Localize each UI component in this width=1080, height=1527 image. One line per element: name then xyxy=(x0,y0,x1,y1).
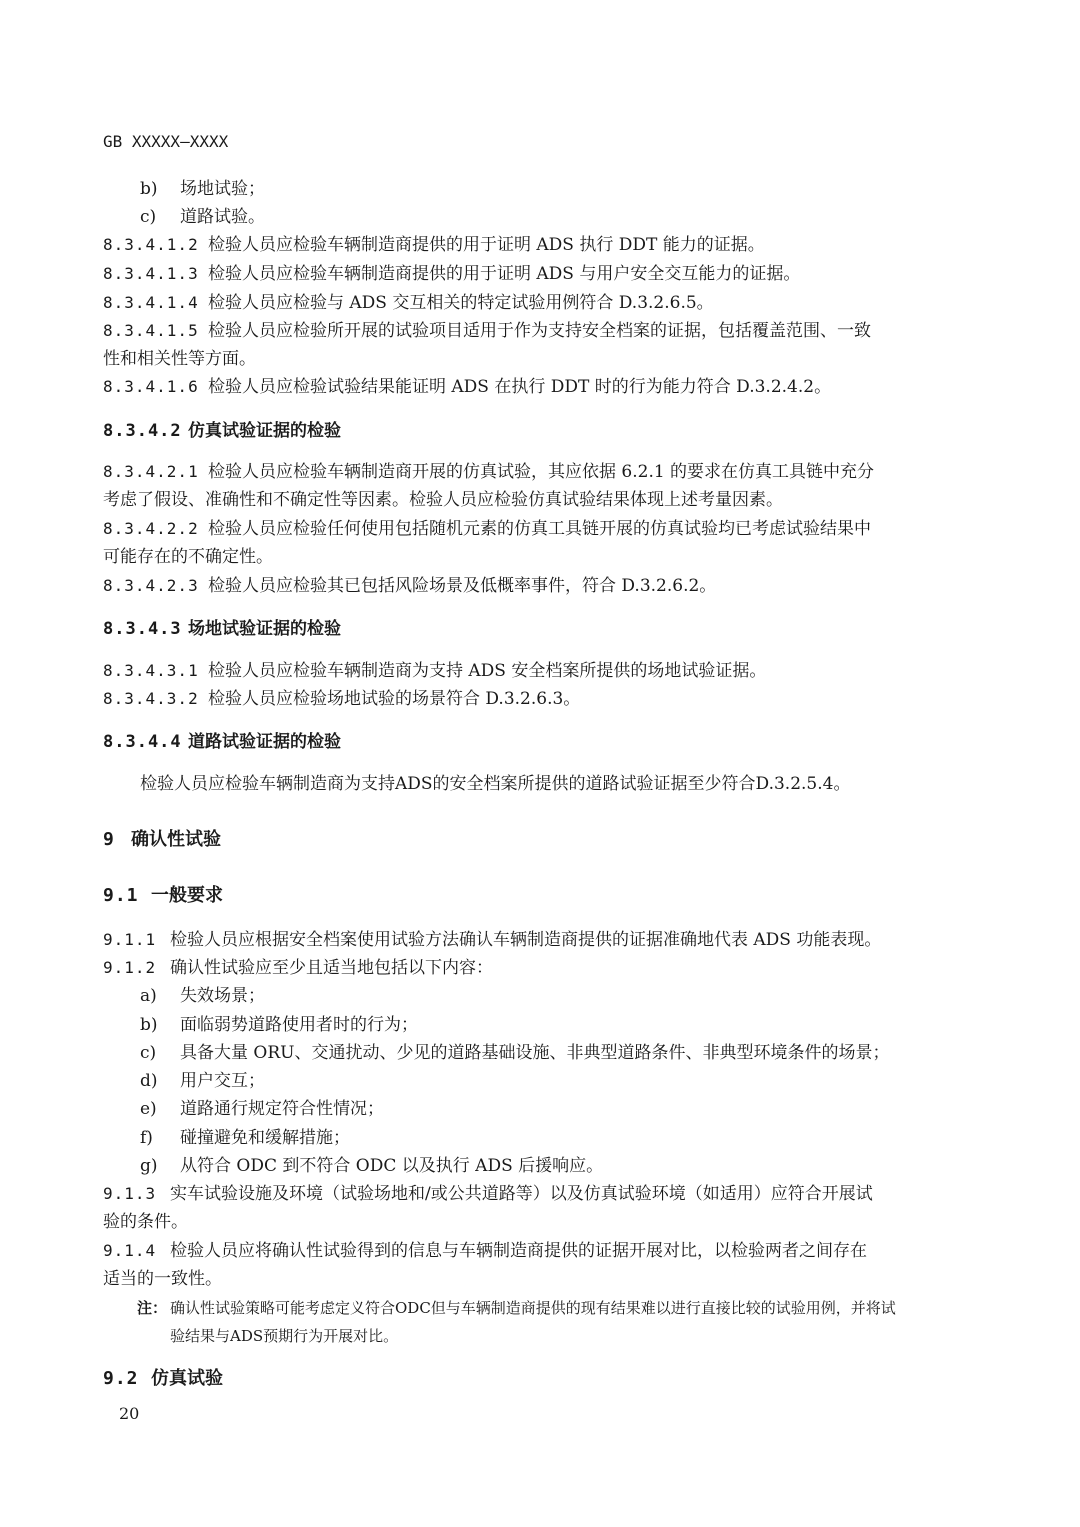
clause-number: 8.3.4.1.5 xyxy=(103,321,199,340)
section-number: 8.3.4.4 xyxy=(103,732,182,752)
section-title: 一般要求 xyxy=(151,885,223,906)
clause-number: 9.1.1 xyxy=(103,930,157,949)
clause-text: 检验人员应检验车辆制造商提供的用于证明 ADS 与用户安全交互能力的证据。 xyxy=(208,264,801,284)
clause-number: 9.1.4 xyxy=(103,1241,157,1260)
clause-8-3-4-2-2 xyxy=(103,515,871,543)
list-marker: f) xyxy=(140,1128,153,1148)
page-number: 20 xyxy=(119,1404,140,1423)
note-label: 注： xyxy=(137,1299,168,1317)
list-item xyxy=(140,1124,350,1152)
clause-text: 检验人员应检验车辆制造商为支持 ADS 安全档案所提供的场地试验证据。 xyxy=(208,661,767,681)
list-text: 场地试验； xyxy=(180,179,265,199)
document-id: GB XXXXX—XXXX xyxy=(103,132,229,151)
list-item xyxy=(140,175,265,203)
clause-8-3-4-1-3 xyxy=(103,260,801,288)
section-heading-8-3-4-2 xyxy=(103,417,341,445)
clause-text: 检验人员应检验与 ADS 交互相关的特定试验用例符合 D.3.2.6.5。 xyxy=(208,293,714,313)
section-number: 8.3.4.2 xyxy=(103,421,182,441)
clause-text: 实车试验设施及环境（试验场地和/或公共道路等）以及仿真试验环境（如适用）应符合开展试 xyxy=(170,1184,873,1204)
clause-number: 8.3.4.1.4 xyxy=(103,293,199,312)
section-number: 9.2 xyxy=(103,1368,139,1389)
list-text: 道路通行规定符合性情况； xyxy=(180,1099,384,1119)
clause-8-3-4-3-2 xyxy=(103,685,581,713)
note-text-continuation: 验结果与ADS预期行为开展对比。 xyxy=(170,1327,399,1345)
list-item xyxy=(140,1011,418,1039)
clause-8-3-4-1-6 xyxy=(103,373,832,401)
clause-number: 9.1.3 xyxy=(103,1184,157,1203)
clause-8-3-4-2-3 xyxy=(103,572,717,600)
clause-8-3-4-1-5 xyxy=(103,317,871,345)
clause-text: 检验人员应将确认性试验得到的信息与车辆制造商提供的证据开展对比，以检验两者之间存在 xyxy=(170,1241,867,1261)
list-item xyxy=(140,982,265,1010)
list-text: 从符合 ODC 到不符合 ODC 以及执行 ADS 后援响应。 xyxy=(180,1156,604,1176)
clause-number: 8.3.4.1.6 xyxy=(103,377,199,396)
list-marker: b) xyxy=(140,179,158,199)
clause-number: 8.3.4.2.3 xyxy=(103,576,199,595)
clause-number: 8.3.4.1.3 xyxy=(103,264,199,283)
list-marker: a) xyxy=(140,986,157,1006)
clause-9-1-1 xyxy=(103,926,882,954)
list-item xyxy=(140,1039,890,1067)
clause-8-3-4-1-2 xyxy=(103,231,765,259)
section-number: 9.1 xyxy=(103,885,139,906)
clause-text: 检验人员应检验场地试验的场景符合 D.3.2.6.3。 xyxy=(208,689,581,709)
clause-continuation: 性和相关性等方面。 xyxy=(103,349,256,369)
section-title: 仿真试验 xyxy=(151,1368,223,1389)
clause-text: 检验人员应检验任何使用包括随机元素的仿真工具链开展的仿真试验均已考虑试验结果中 xyxy=(208,519,871,539)
clause-9-1-2 xyxy=(103,954,493,982)
section-heading-9-1 xyxy=(103,882,223,910)
list-text: 道路试验。 xyxy=(180,207,265,227)
clause-8-3-4-2-1 xyxy=(103,458,875,486)
clause-number: 9.1.2 xyxy=(103,958,157,977)
section-number: 8.3.4.3 xyxy=(103,619,182,639)
list-marker: g) xyxy=(140,1156,158,1176)
clause-9-1-3 xyxy=(103,1180,873,1208)
list-text: 面临弱势道路使用者时的行为； xyxy=(180,1015,418,1035)
clause-8-3-4-1-4 xyxy=(103,289,714,317)
list-item xyxy=(140,1152,604,1180)
clause-text: 确认性试验应至少且适当地包括以下内容： xyxy=(170,958,493,978)
clause-number: 8.3.4.2.1 xyxy=(103,462,199,481)
clause-number: 8.3.4.1.2 xyxy=(103,235,199,254)
list-item xyxy=(140,1067,265,1095)
list-text: 具备大量 ORU、交通扰动、少见的道路基础设施、非典型道路条件、非典型环境条件的场景； xyxy=(180,1043,890,1063)
clause-text: 检验人员应根据安全档案使用试验方法确认车辆制造商提供的证据准确地代表 ADS 功能表现。 xyxy=(170,930,882,950)
list-marker: b) xyxy=(140,1015,158,1035)
clause-8-3-4-3-1 xyxy=(103,657,767,685)
clause-number: 8.3.4.2.2 xyxy=(103,519,199,538)
clause-number: 8.3.4.3.2 xyxy=(103,689,199,708)
section-heading-9-2 xyxy=(103,1365,223,1393)
note-text: 确认性试验策略可能考虑定义符合ODC但与车辆制造商提供的现有结果难以进行直接比较的试验用例，并将试 xyxy=(170,1299,896,1317)
section-title: 场地试验证据的检验 xyxy=(188,619,341,639)
clause-text: 检验人员应检验车辆制造商提供的用于证明 ADS 执行 DDT 能力的证据。 xyxy=(208,235,765,255)
list-marker: d) xyxy=(140,1071,158,1091)
section-number: 9 xyxy=(103,829,115,850)
clause-9-1-4 xyxy=(103,1237,867,1265)
clause-continuation: 可能存在的不确定性。 xyxy=(103,547,273,567)
section-title: 道路试验证据的检验 xyxy=(188,732,341,752)
clause-continuation: 验的条件。 xyxy=(103,1212,188,1232)
clause-text: 检验人员应检验其已包括风险场景及低概率事件，符合 D.3.2.6.2。 xyxy=(208,576,717,596)
paragraph-8-3-4-4: 检验人员应检验车辆制造商为支持ADS的安全档案所提供的道路试验证据至少符合D.3.2.5.4。 xyxy=(140,774,851,794)
section-title: 仿真试验证据的检验 xyxy=(188,421,341,441)
clause-text: 检验人员应检验车辆制造商开展的仿真试验，其应依据 6.2.1 的要求在仿真工具链中充分 xyxy=(208,462,875,482)
section-heading-8-3-4-4 xyxy=(103,728,341,756)
list-marker: e) xyxy=(140,1099,157,1119)
clause-text: 检验人员应检验试验结果能证明 ADS 在执行 DDT 时的行为能力符合 D.3.2.4.2。 xyxy=(208,377,832,397)
list-text: 用户交互； xyxy=(180,1071,265,1091)
clause-number: 8.3.4.3.1 xyxy=(103,661,199,680)
list-text: 失效场景； xyxy=(180,986,265,1006)
section-title: 确认性试验 xyxy=(131,829,221,850)
list-marker: c) xyxy=(140,1043,157,1063)
clause-continuation: 考虑了假设、准确性和不确定性等因素。检验人员应检验仿真试验结果体现上述考量因素。 xyxy=(103,490,783,510)
list-marker: c) xyxy=(140,207,157,227)
clause-text: 检验人员应检验所开展的试验项目适用于作为支持安全档案的证据，包括覆盖范围、一致 xyxy=(208,321,871,341)
section-heading-8-3-4-3 xyxy=(103,615,341,643)
list-item xyxy=(140,1095,384,1123)
list-item xyxy=(140,203,265,231)
clause-continuation: 适当的一致性。 xyxy=(103,1269,222,1289)
section-heading-9 xyxy=(103,826,221,854)
list-text: 碰撞避免和缓解措施； xyxy=(180,1128,350,1148)
